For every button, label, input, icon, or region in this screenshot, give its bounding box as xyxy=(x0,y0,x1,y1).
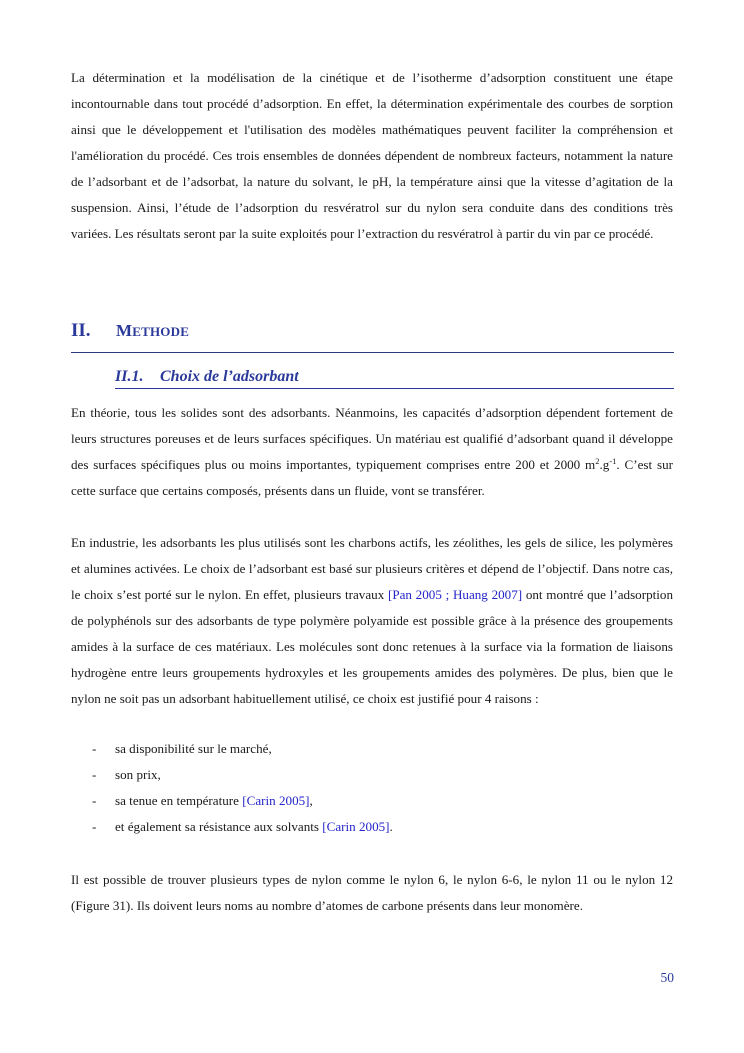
list-item-label: et également sa résistance aux solvants xyxy=(115,819,323,834)
citation-link[interactable]: [Carin 2005] xyxy=(322,819,390,834)
section-title-initial: M xyxy=(116,321,133,340)
intro-paragraph: La détermination et la modélisation de la cinétique et de l’isotherme d’adsorption constituent une étape incontournable dans tout procédé d’adsorption. En effet, la détermination expérimentale des courbes de sorption ainsi que le développement et l'utilisation des modèles mathématiques peuvent faciliter la compréhension et l'amélioration du procédé. Ces trois ensembles de données dépendent de nombreux facteurs, notamment la nature de l’adsorbant et de l’adsorbat, la nature du solvant, le pH, la température ainsi que la vitesse d’agitation de la suspension. Ainsi, l’étude de l’adsorption du resvératrol sur du nylon sera conduite dans des conditions très variées. Les résultats seront par la suite exploités pour l’extraction du resvératrol à partir du vin par ce procédé. xyxy=(71,70,673,241)
punctuation: , xyxy=(309,793,313,808)
citation-link[interactable]: [Pan 2005 ; Huang 2007] xyxy=(387,587,523,602)
list-item-text xyxy=(115,762,161,788)
list-item-text xyxy=(115,814,393,840)
section-number: II. xyxy=(71,320,91,341)
subsection-heading xyxy=(115,368,674,389)
paragraph-industry-adsorbents xyxy=(71,530,673,712)
list-dash: - xyxy=(92,819,97,834)
subsection-number: II.1. xyxy=(115,368,144,385)
punctuation: . xyxy=(389,819,393,834)
list-item-label: sa disponibilité sur le marché, xyxy=(115,741,272,756)
section-title xyxy=(116,321,189,341)
section-title-rest: ETHODE xyxy=(132,324,190,339)
reasons-list xyxy=(71,736,673,840)
paragraph-text: En théorie, tous les solides sont des adsorbants. Néanmoins, les capacités d’adsorption dépendent fortement de leurs structures poreuses et de leurs surfaces spécifiques. Un matériau est qualifié d’adsorbant quand il développe des surfaces spécifiques plus ou moins importantes, typiquement comprises entre 200 et 2000 m xyxy=(71,405,673,472)
list-dash: - xyxy=(92,767,97,782)
paragraph-adsorbents-theory xyxy=(71,400,673,504)
page-number: 50 xyxy=(660,970,674,985)
list-item xyxy=(71,814,673,840)
list-item xyxy=(71,736,673,762)
paragraph-text: . C’est sur cette surface que certains composés, présents dans un fluide, vont se transférer. xyxy=(71,457,673,498)
list-dash: - xyxy=(92,741,97,756)
superscript: 2 xyxy=(595,456,600,466)
list-item-label: son prix, xyxy=(115,767,161,782)
list-item-text xyxy=(115,788,313,814)
list-dash: - xyxy=(92,793,97,808)
paragraph-text: ont montré que l’adsorption de polyphénols sur des adsorbants de type polymère polyamide est possible grâce à la présence des groupements amides à la surface de ces matériaux. Les molécules sont donc retenues à la surface via la formation de liaisons hydrogène entre leurs groupements hydroxyles et les groupements amides des polymères. De plus, bien que le nylon ne soit pas un adsorbant habituellement utilisé, ce choix est justifié pour 4 raisons : xyxy=(71,587,673,706)
paragraph-text: En industrie, les adsorbants les plus utilisés sont les charbons actifs, les zéolithes, les gels de silice, les polymères et alumines activées. Le choix de l’adsorbant est basé sur plusieurs critères et dépend de l’objectif. Dans notre cas, le choix s’est porté sur le nylon. En effet, plusieurs travaux xyxy=(71,535,673,602)
list-item-label: sa tenue en température xyxy=(115,793,243,808)
list-item-text xyxy=(115,736,272,762)
citation-link[interactable]: [Carin 2005] xyxy=(242,793,310,808)
paragraph-nylon-types: Il est possible de trouver plusieurs types de nylon comme le nylon 6, le nylon 6-6, le nylon 11 ou le nylon 12 (Figure 31). Ils doivent leurs noms au nombre d’atomes de carbone présents dans leur monomère. xyxy=(71,872,673,913)
unit-text: .g xyxy=(599,457,610,472)
section-heading xyxy=(71,318,674,353)
list-item xyxy=(71,788,673,814)
list-item xyxy=(71,762,673,788)
subsection-title: Choix de l’adsorbant xyxy=(160,368,299,385)
superscript: -1 xyxy=(609,456,617,466)
